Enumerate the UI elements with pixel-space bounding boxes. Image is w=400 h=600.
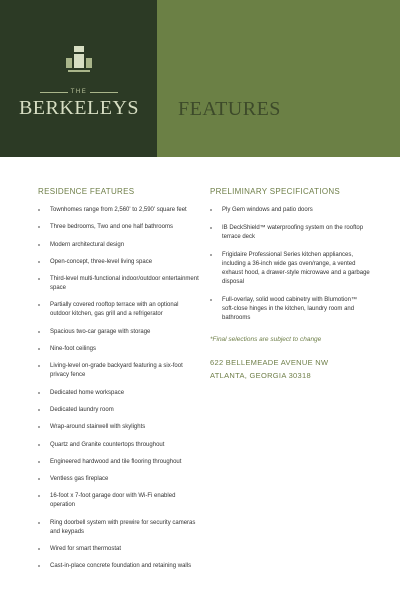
list-item: Ring doorbell system with prewire for security cameras and keypads bbox=[38, 519, 200, 537]
bullet-dot-icon bbox=[38, 426, 40, 428]
bullet-dot-icon bbox=[38, 278, 40, 280]
list-item: Open-concept, three-level living space bbox=[38, 258, 200, 267]
list-item: Living-level on-grade backyard featuring a six-foot privacy fence bbox=[38, 362, 200, 380]
residence-heading: RESIDENCE FEATURES bbox=[38, 187, 135, 196]
list-item: Spacious two-car garage with storage bbox=[38, 328, 200, 337]
list-item: Dedicated laundry room bbox=[38, 406, 200, 415]
residence-features-section bbox=[38, 186, 200, 580]
bullet-dot-icon bbox=[38, 226, 40, 228]
list-item: Wrap-around stairwell with skylights bbox=[38, 423, 200, 432]
bullet-dot-icon bbox=[38, 461, 40, 463]
list-item: 16-foot x 7-foot garage door with Wi-Fi enabled operation bbox=[38, 492, 200, 510]
list-item: Ply Gem windows and patio doors bbox=[210, 206, 370, 215]
logo-the-row bbox=[40, 88, 118, 96]
page-title: FEATURES bbox=[178, 98, 281, 120]
bullet-dot-icon bbox=[38, 348, 40, 350]
brand-name: BERKELEYS bbox=[18, 97, 140, 119]
bullet-dot-icon bbox=[210, 254, 212, 256]
bullet-dot-icon bbox=[38, 261, 40, 263]
list-item: Partially covered rooftop terrace with an optional outdoor kitchen, gas grill and a refrigerator bbox=[38, 301, 200, 319]
list-item: Frigidaire Professional Series kitchen appliances, including a 36-inch wide gas oven/range, a vented exhaust hood, a drawer-style microwave and a garbage disposal bbox=[210, 251, 370, 287]
bullet-dot-icon bbox=[38, 548, 40, 550]
bullet-dot-icon bbox=[38, 331, 40, 333]
divider-line bbox=[90, 92, 118, 93]
list-item: Third-level multi-functional indoor/outdoor entertainment space bbox=[38, 275, 200, 293]
residence-list bbox=[38, 206, 200, 571]
bullet-dot-icon bbox=[38, 409, 40, 411]
bullet-dot-icon bbox=[38, 392, 40, 394]
header-banner bbox=[0, 0, 400, 157]
title-panel bbox=[157, 0, 400, 157]
specifications-section bbox=[210, 186, 370, 382]
bullet-dot-icon bbox=[38, 365, 40, 367]
address-block bbox=[210, 356, 370, 382]
bullet-dot-icon bbox=[38, 495, 40, 497]
specifications-heading: PRELIMINARY SPECIFICATIONS bbox=[210, 187, 341, 196]
list-item: Ventless gas fireplace bbox=[38, 475, 200, 484]
list-item: Townhomes range from 2,560' to 2,590' square feet bbox=[38, 206, 200, 215]
address-line-1: 622 BELLEMEADE AVENUE NW bbox=[210, 358, 329, 367]
list-item: Engineered hardwood and tile flooring throughout bbox=[38, 458, 200, 467]
selection-note: *Final selections are subject to change bbox=[210, 336, 322, 343]
list-item: Nine-foot ceilings bbox=[38, 345, 200, 354]
bullet-dot-icon bbox=[38, 565, 40, 567]
list-item: Quartz and Granite countertops throughout bbox=[38, 441, 200, 450]
list-item: Full-overlay, solid wood cabinetry with Blumotion™ soft-close hinges in the kitchen, laundry room and bathrooms bbox=[210, 296, 370, 323]
specifications-list bbox=[210, 206, 370, 323]
list-item: Modern architectural design bbox=[38, 241, 200, 250]
address-line-2: ATLANTA, GEORGIA 30318 bbox=[210, 371, 311, 380]
bullet-dot-icon bbox=[38, 209, 40, 211]
logo-the-text: THE bbox=[70, 89, 88, 95]
bullet-dot-icon bbox=[38, 304, 40, 306]
bullet-dot-icon bbox=[38, 522, 40, 524]
list-item: IB DeckShield™ waterproofing system on the rooftop terrace deck bbox=[210, 224, 370, 242]
bullet-dot-icon bbox=[38, 244, 40, 246]
bullet-dot-icon bbox=[38, 478, 40, 480]
brand-panel bbox=[0, 0, 157, 157]
building-logo-icon bbox=[64, 46, 94, 78]
bullet-dot-icon bbox=[210, 209, 212, 211]
list-item: Wired for smart thermostat bbox=[38, 545, 200, 554]
list-item: Dedicated home workspace bbox=[38, 389, 200, 398]
bullet-dot-icon bbox=[210, 227, 212, 229]
bullet-dot-icon bbox=[210, 299, 212, 301]
list-item: Three bedrooms, Two and one half bathrooms bbox=[38, 223, 200, 232]
bullet-dot-icon bbox=[38, 444, 40, 446]
list-item: Cast-in-place concrete foundation and retaining walls bbox=[38, 562, 200, 571]
